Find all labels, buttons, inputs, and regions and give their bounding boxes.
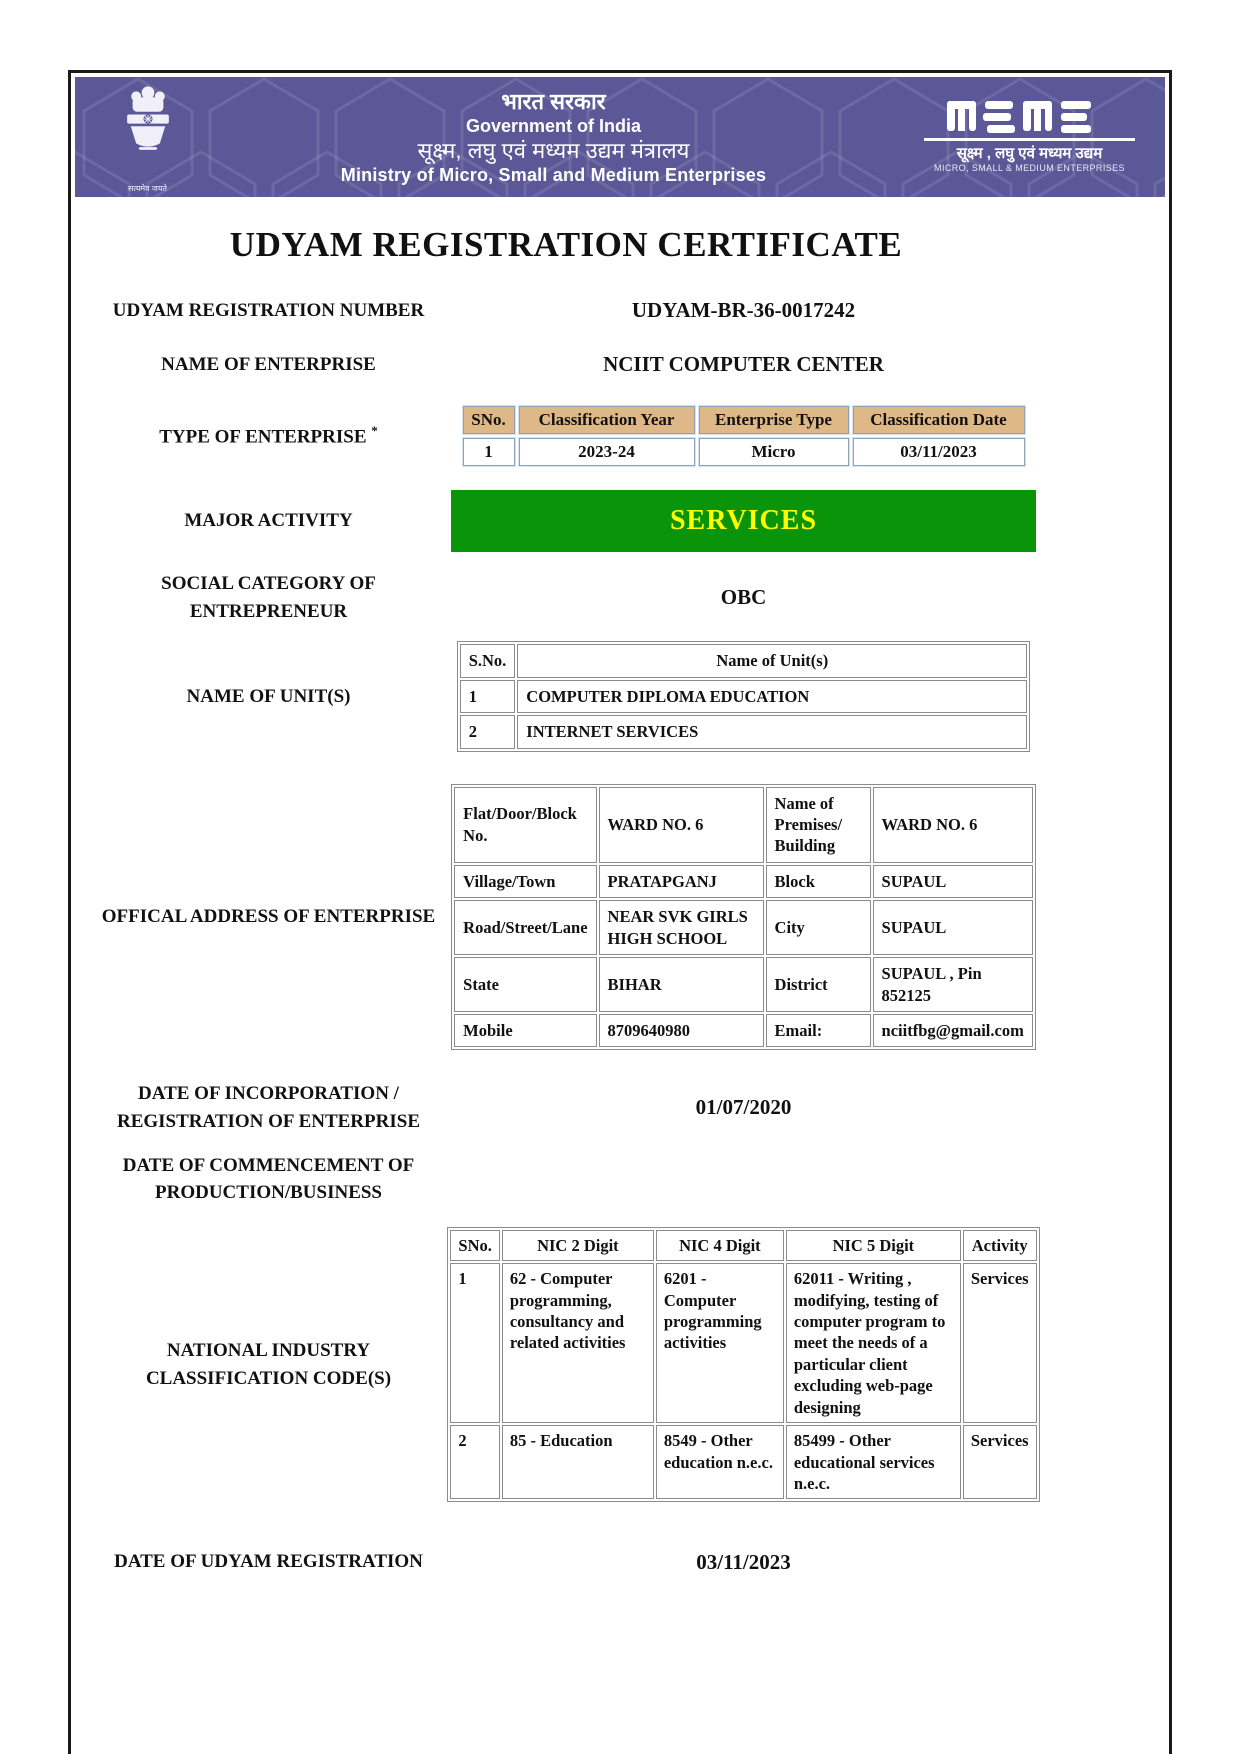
table-cell: 1 — [460, 680, 516, 713]
table-cell: 8549 - Other education n.e.c. — [656, 1425, 784, 1499]
commencement-date-label: DATE OF COMMENCEMENT OF PRODUCTION/BUSINESS — [122, 1154, 415, 1204]
table-cell: State — [454, 957, 596, 1012]
header-titles — [185, 87, 922, 187]
incorporation-date-label: DATE OF INCORPORATION / REGISTRATION OF ENTERPRISE — [116, 1083, 420, 1132]
table-header-row — [450, 1230, 1036, 1261]
social-category-label: SOCIAL CATEGORY OF ENTREPRENEUR — [161, 573, 376, 622]
table-cell: 62 - Computer programming, consultancy and related activities — [502, 1263, 654, 1423]
table-cell: Flat/Door/Block No. — [454, 787, 596, 863]
government-of-india-hindi: भारत सरकार — [501, 89, 606, 115]
ministry-hindi: सूक्ष्म, लघु एवं मध्यम उद्यम मंत्रालय — [417, 138, 690, 163]
table-cell: 85499 - Other educational services n.e.c. — [786, 1425, 961, 1499]
enterprise-type-label: TYPE OF ENTERPRISE * — [159, 422, 378, 447]
gov-header-banner — [75, 77, 1165, 197]
table-cell: SUPAUL — [873, 900, 1033, 955]
enterprise-type-asterisk: * — [371, 422, 378, 438]
table-cell: Services — [963, 1263, 1037, 1423]
table-cell: 85 - Education — [502, 1425, 654, 1499]
msme-english-tagline: MICRO, SMALL & MEDIUM ENTERPRISES — [934, 163, 1125, 173]
address-table — [451, 784, 1036, 1051]
page-title: UDYAM REGISTRATION CERTIFICATE — [229, 225, 903, 264]
field-row-udyam-registration-date — [91, 1548, 1051, 1576]
column-header: Activity — [963, 1230, 1037, 1261]
classification-table — [459, 402, 1029, 470]
table-cell: District — [766, 957, 871, 1012]
table-cell: BIHAR — [599, 957, 764, 1012]
table-header-row — [460, 644, 1028, 677]
msme-logo-icon — [945, 101, 1115, 135]
table-cell: NEAR SVK GIRLS HIGH SCHOOL — [599, 900, 764, 955]
units-table — [457, 641, 1031, 751]
field-row-major-activity — [91, 490, 1051, 552]
field-row-social-category — [91, 570, 1051, 625]
table-cell: WARD NO. 6 — [873, 787, 1033, 863]
msme-logo — [922, 101, 1137, 173]
column-header: Classification Date — [853, 406, 1025, 434]
table-row — [450, 1425, 1036, 1499]
column-header: SNo. — [463, 406, 515, 434]
table-row — [454, 787, 1033, 863]
table-cell: Name of Premises/ Building — [766, 787, 871, 863]
table-row — [454, 900, 1033, 955]
table-cell: Services — [963, 1425, 1037, 1499]
major-activity-value: SERVICES — [669, 505, 818, 537]
field-row-commencement-date — [91, 1152, 1051, 1207]
column-header: Enterprise Type — [699, 406, 849, 434]
udyam-registration-date-label: DATE OF UDYAM REGISTRATION — [114, 1551, 423, 1573]
ministry-english: Ministry of Micro, Small and Medium Enterprises — [340, 164, 767, 185]
field-row-incorporation-date — [91, 1080, 1051, 1135]
table-cell: 1 — [450, 1263, 499, 1423]
field-row-enterprise-type — [91, 402, 1051, 470]
incorporation-date-value: 01/07/2020 — [695, 1095, 792, 1120]
column-header: NIC 5 Digit — [786, 1230, 961, 1261]
table-cell: Mobile — [454, 1014, 596, 1047]
enterprise-name-label: NAME OF ENTERPRISE — [161, 353, 376, 375]
table-cell: 2023-24 — [519, 438, 695, 466]
table-cell: 8709640980 — [599, 1014, 764, 1047]
table-cell: COMPUTER DIPLOMA EDUCATION — [517, 680, 1027, 713]
field-row-enterprise-name — [91, 351, 1051, 379]
nic-table — [447, 1227, 1039, 1503]
table-cell: 2 — [460, 715, 516, 748]
table-cell: PRATAPGANJ — [599, 865, 764, 898]
nic-label: NATIONAL INDUSTRY CLASSIFICATION CODE(S) — [145, 1339, 392, 1389]
table-row — [450, 1263, 1036, 1423]
urn-value: UDYAM-BR-36-0017242 — [631, 298, 856, 323]
table-row — [463, 438, 1025, 466]
ashoka-emblem-icon — [119, 81, 177, 177]
field-row-urn — [91, 297, 1051, 325]
msme-logo-divider — [924, 138, 1135, 141]
column-header: Name of Unit(s) — [517, 644, 1027, 677]
table-row — [454, 957, 1033, 1012]
table-header-row — [463, 406, 1025, 434]
emblem-caption: सत्यमेव जयते — [128, 183, 167, 193]
units-label: NAME OF UNIT(S) — [186, 685, 351, 707]
table-cell: WARD NO. 6 — [599, 787, 764, 863]
enterprise-name-value: NCIIT COMPUTER CENTER — [603, 351, 884, 376]
column-header: NIC 4 Digit — [656, 1230, 784, 1261]
table-cell: SUPAUL — [873, 865, 1033, 898]
table-row — [454, 1014, 1033, 1047]
table-cell: SUPAUL , Pin 852125 — [873, 957, 1033, 1012]
certificate-border-box — [68, 70, 1172, 1754]
table-cell: 62011 - Writing , modifying, testing of computer program to meet the needs of a particular client excluding web-page designing — [786, 1263, 961, 1423]
field-row-address — [91, 784, 1051, 1051]
column-header: SNo. — [450, 1230, 499, 1261]
table-cell: Email: — [766, 1014, 871, 1047]
table-cell: 03/11/2023 — [853, 438, 1025, 466]
certificate-content — [91, 225, 1051, 1576]
table-cell: Block — [766, 865, 871, 898]
udyam-registration-date-value: 03/11/2023 — [696, 1549, 791, 1574]
major-activity-banner — [451, 490, 1036, 552]
table-row — [454, 865, 1033, 898]
field-row-nic — [91, 1227, 1051, 1503]
table-cell: 1 — [463, 438, 515, 466]
social-category-value: OBC — [720, 585, 767, 610]
table-cell: City — [766, 900, 871, 955]
column-header: S.No. — [460, 644, 516, 677]
urn-label: UDYAM REGISTRATION NUMBER — [112, 300, 425, 321]
table-cell: Village/Town — [454, 865, 596, 898]
msme-hindi-tagline: सूक्ष्म , लघु एवं मध्यम उद्यम — [956, 145, 1103, 162]
address-label: OFFICAL ADDRESS OF ENTERPRISE — [101, 906, 436, 928]
table-cell: Road/Street/Lane — [454, 900, 596, 955]
ashoka-emblem — [110, 81, 185, 194]
table-cell: 2 — [450, 1425, 499, 1499]
government-of-india: Government of India — [465, 116, 642, 137]
table-cell: Micro — [699, 438, 849, 466]
table-cell: INTERNET SERVICES — [517, 715, 1027, 748]
table-row — [460, 715, 1028, 748]
table-cell: nciitfbg@gmail.com — [873, 1014, 1033, 1047]
table-cell: 6201 - Computer programming activities — [656, 1263, 784, 1423]
table-row — [460, 680, 1028, 713]
field-row-units — [91, 641, 1051, 751]
column-header: Classification Year — [519, 406, 695, 434]
column-header: NIC 2 Digit — [502, 1230, 654, 1261]
major-activity-label: MAJOR ACTIVITY — [184, 510, 353, 532]
